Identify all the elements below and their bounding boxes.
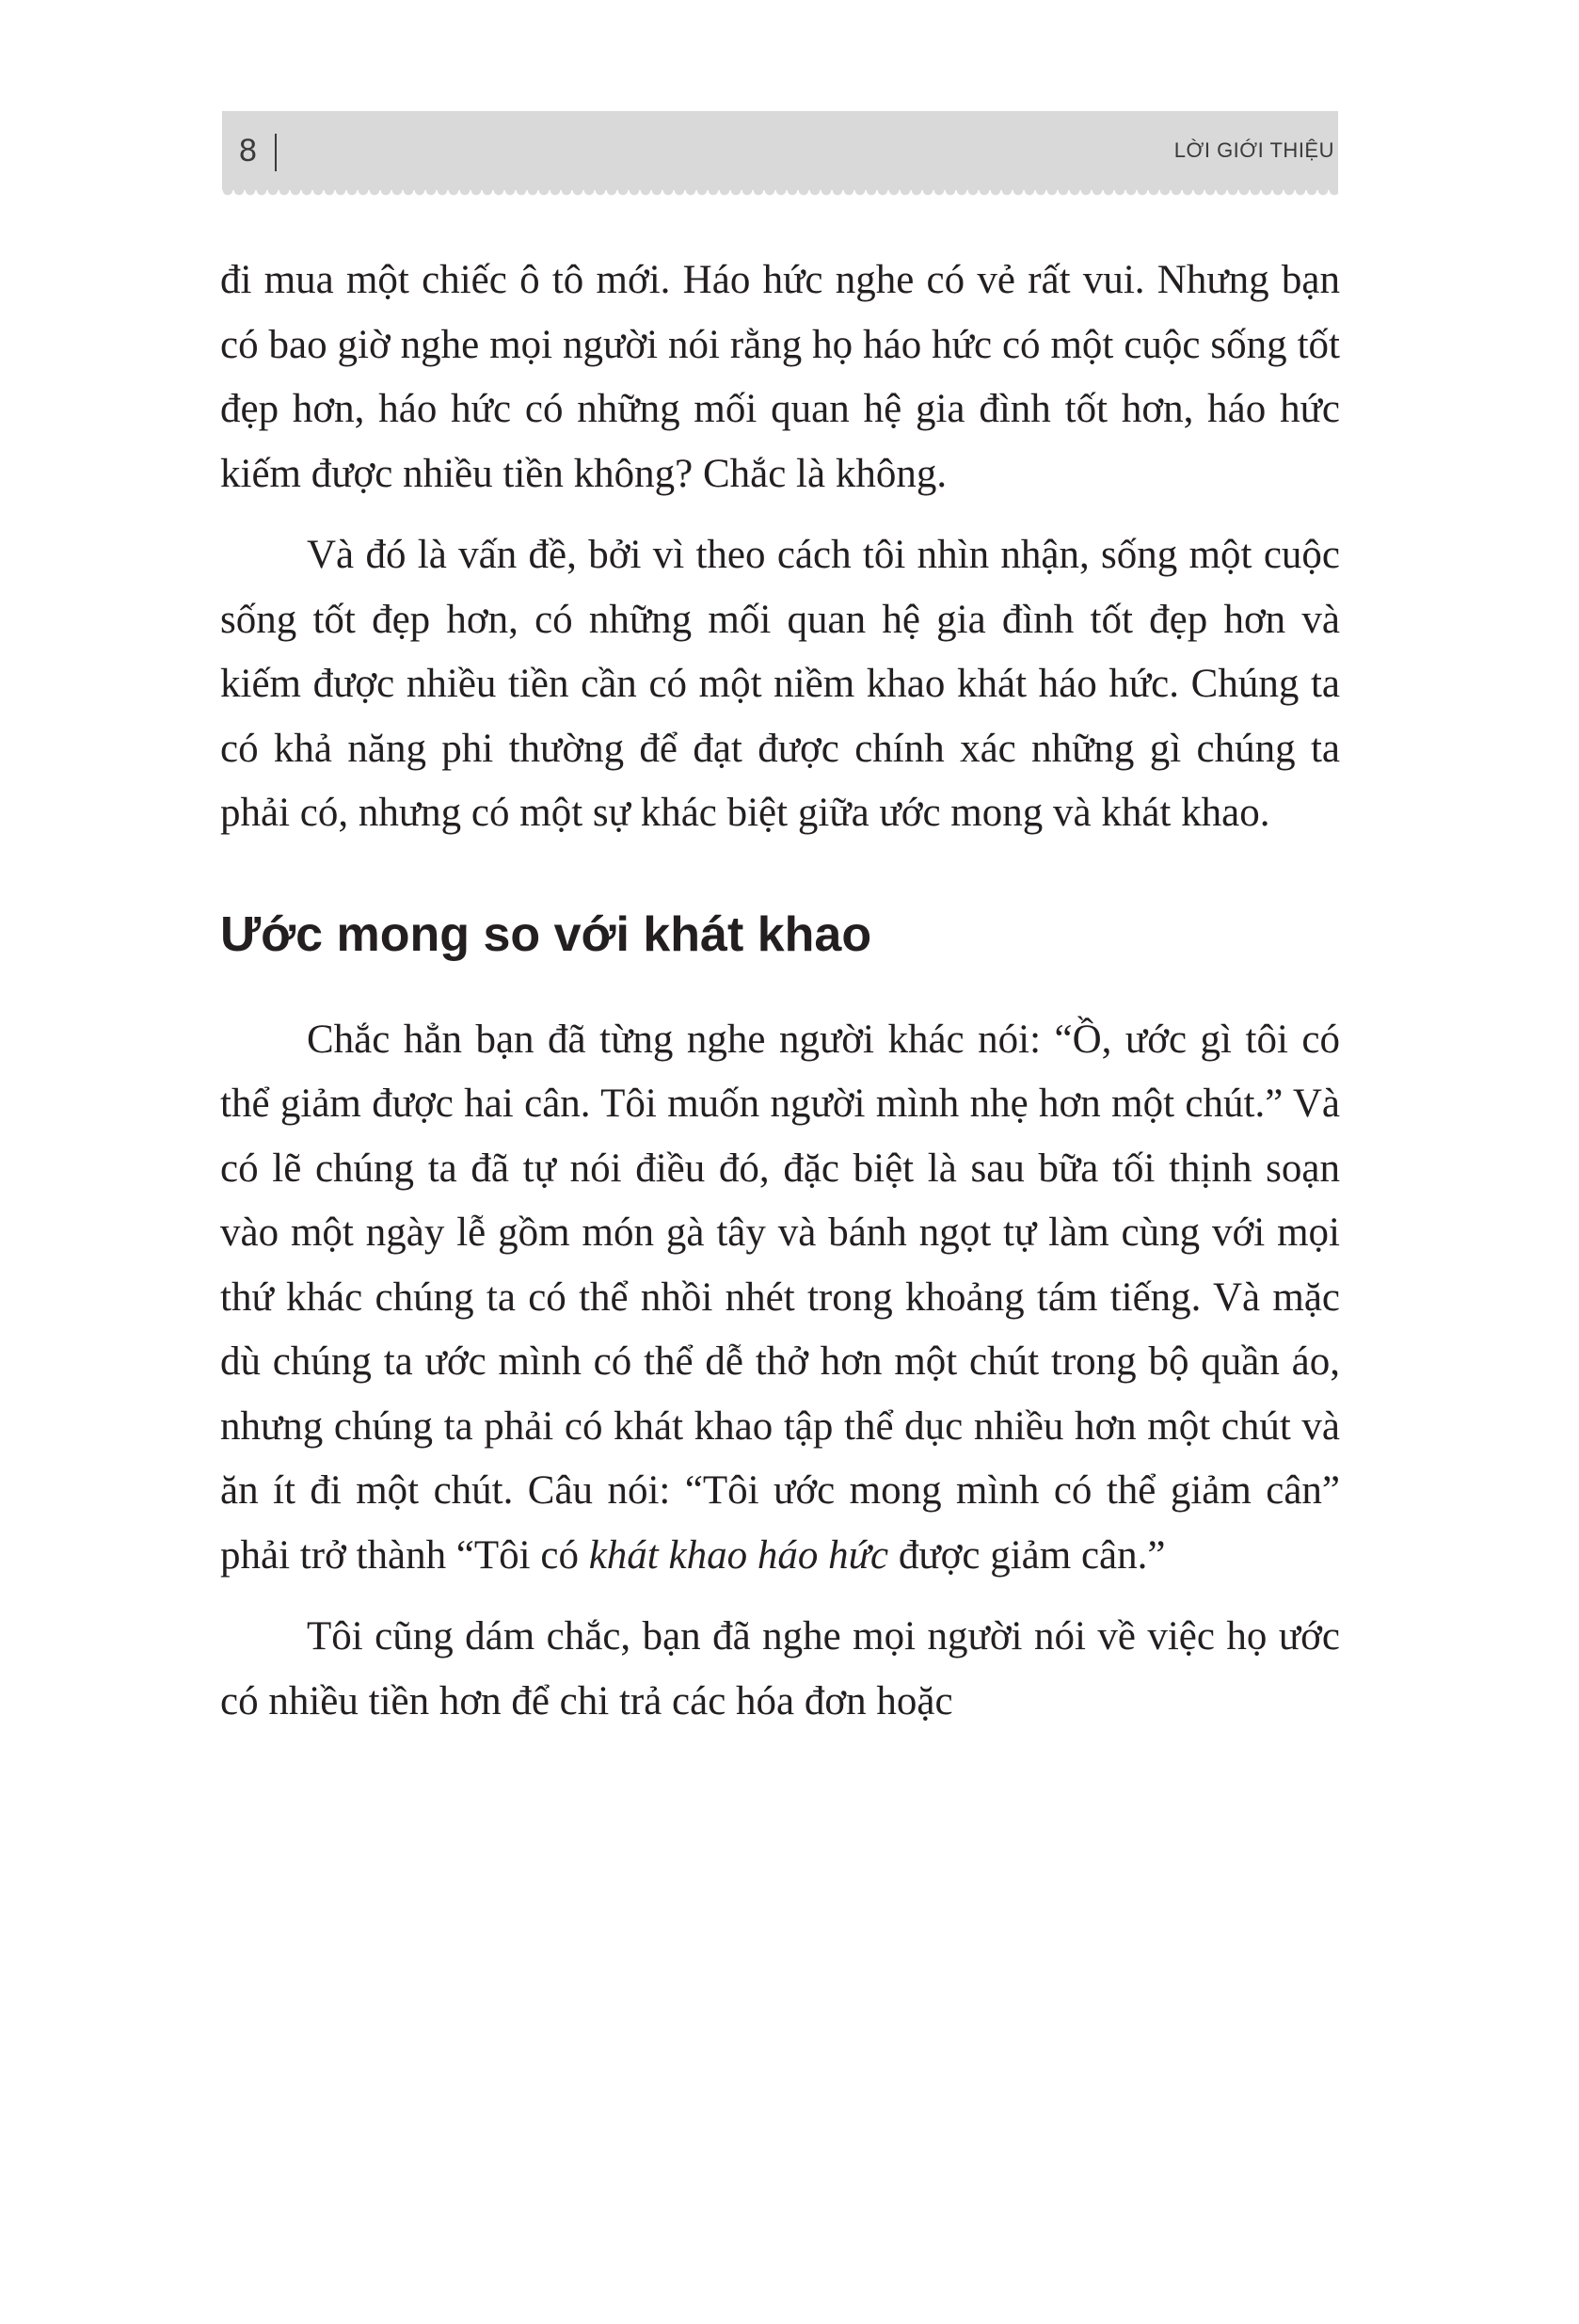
paragraph-3-ending: được giảm cân.” — [888, 1532, 1166, 1578]
header-divider — [275, 134, 277, 171]
paragraph-1: đi mua một chiếc ô tô mới. Háo hức nghe có vẻ rất vui. Nhưng bạn có bao giờ nghe mọi người nói rằng họ háo hức có một cuộc sống tốt đẹp hơn, háo hức có những mối quan hệ gia đình tốt hơn, háo hức kiếm được nhiều tiền không? Chắc là không. — [220, 258, 1340, 496]
paragraph-4: Tôi cũng dám chắc, bạn đã nghe mọi người nói về việc họ ước có nhiều tiền hơn để chi trả các hóa đơn hoặc — [220, 1614, 1340, 1723]
paragraph-3-text: Chắc hẳn bạn đã từng nghe người khác nói: “Ồ, ước gì tôi có thể giảm được hai cân. Tôi muốn người mình nhẹ hơn một chút.” Và có lẽ chúng ta đã tự nói điều đó, đặc biệt là sau bữa tối thịnh soạn vào một ngày lễ gồm món gà tây và bánh ngọt tự làm cùng với mọi thứ khác chúng ta có thể nhồi nhét trong khoảng tám tiếng. Và mặc dù chúng ta ước mình có thể dễ thở hơn một chút trong bộ quần áo, nhưng chúng ta phải có khát khao tập thể dục nhiều hơn một chút và ăn ít đi một chút. Câu nói: “Tôi ước mong mình có thể giảm cân” phải trở thành “Tôi có — [220, 1017, 1340, 1578]
running-header-bar — [222, 111, 1338, 190]
paragraph-3-italic-phrase: khát khao háo hức — [588, 1532, 889, 1578]
paragraph-2: Và đó là vấn đề, bởi vì theo cách tôi nhìn nhận, sống một cuộc sống tốt đẹp hơn, có những mối quan hệ gia đình tốt đẹp hơn và kiếm được nhiều tiền cần có một niềm khao khát háo hức. Chúng ta có khả năng phi thường để đạt được chính xác những gì chúng ta phải có, nhưng có một sự khác biệt giữa ước mong và khát khao. — [220, 533, 1340, 835]
section-heading: Ước mong so với khát khao — [220, 906, 872, 962]
page-number: 8 — [239, 133, 257, 168]
page-body — [220, 248, 1340, 1751]
running-head-title: LỜI GIỚI THIỆU — [1173, 138, 1334, 162]
paragraph-3 — [220, 1008, 1340, 1589]
